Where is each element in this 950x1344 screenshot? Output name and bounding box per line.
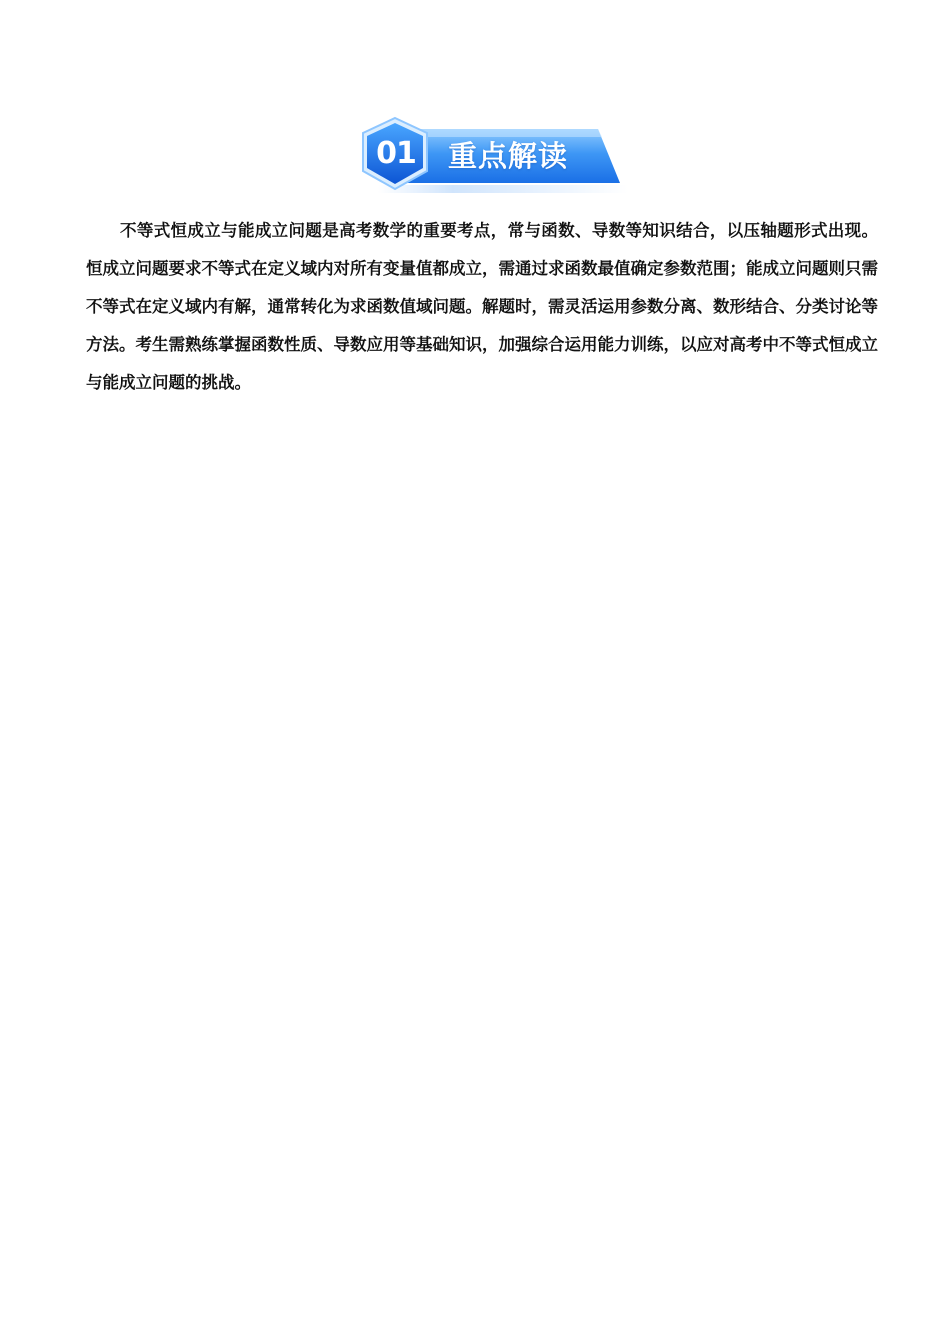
section-title: 重点解读 [448,139,569,173]
section-number: 01 [376,136,416,171]
section-header-banner [358,113,628,199]
body-paragraph: 不等式恒成立与能成立问题是高考数学的重要考点，常与函数、导数等知识结合，以压轴题形式出现。恒成立问题要求不等式在定义域内对所有变量值都成立，需通过求函数最值确定参数范围；能成立问题则只需不等式在定义域内有解，通常转化为求函数值域问题。解题时，需灵活运用参数分离、数形结合、分类讨论等方法。考生需熟练掌握函数性质、导数应用等基础知识，加强综合运用能力训练，以应对高考中不等式恒成立与能成立问题的挑战。 [86,221,878,392]
